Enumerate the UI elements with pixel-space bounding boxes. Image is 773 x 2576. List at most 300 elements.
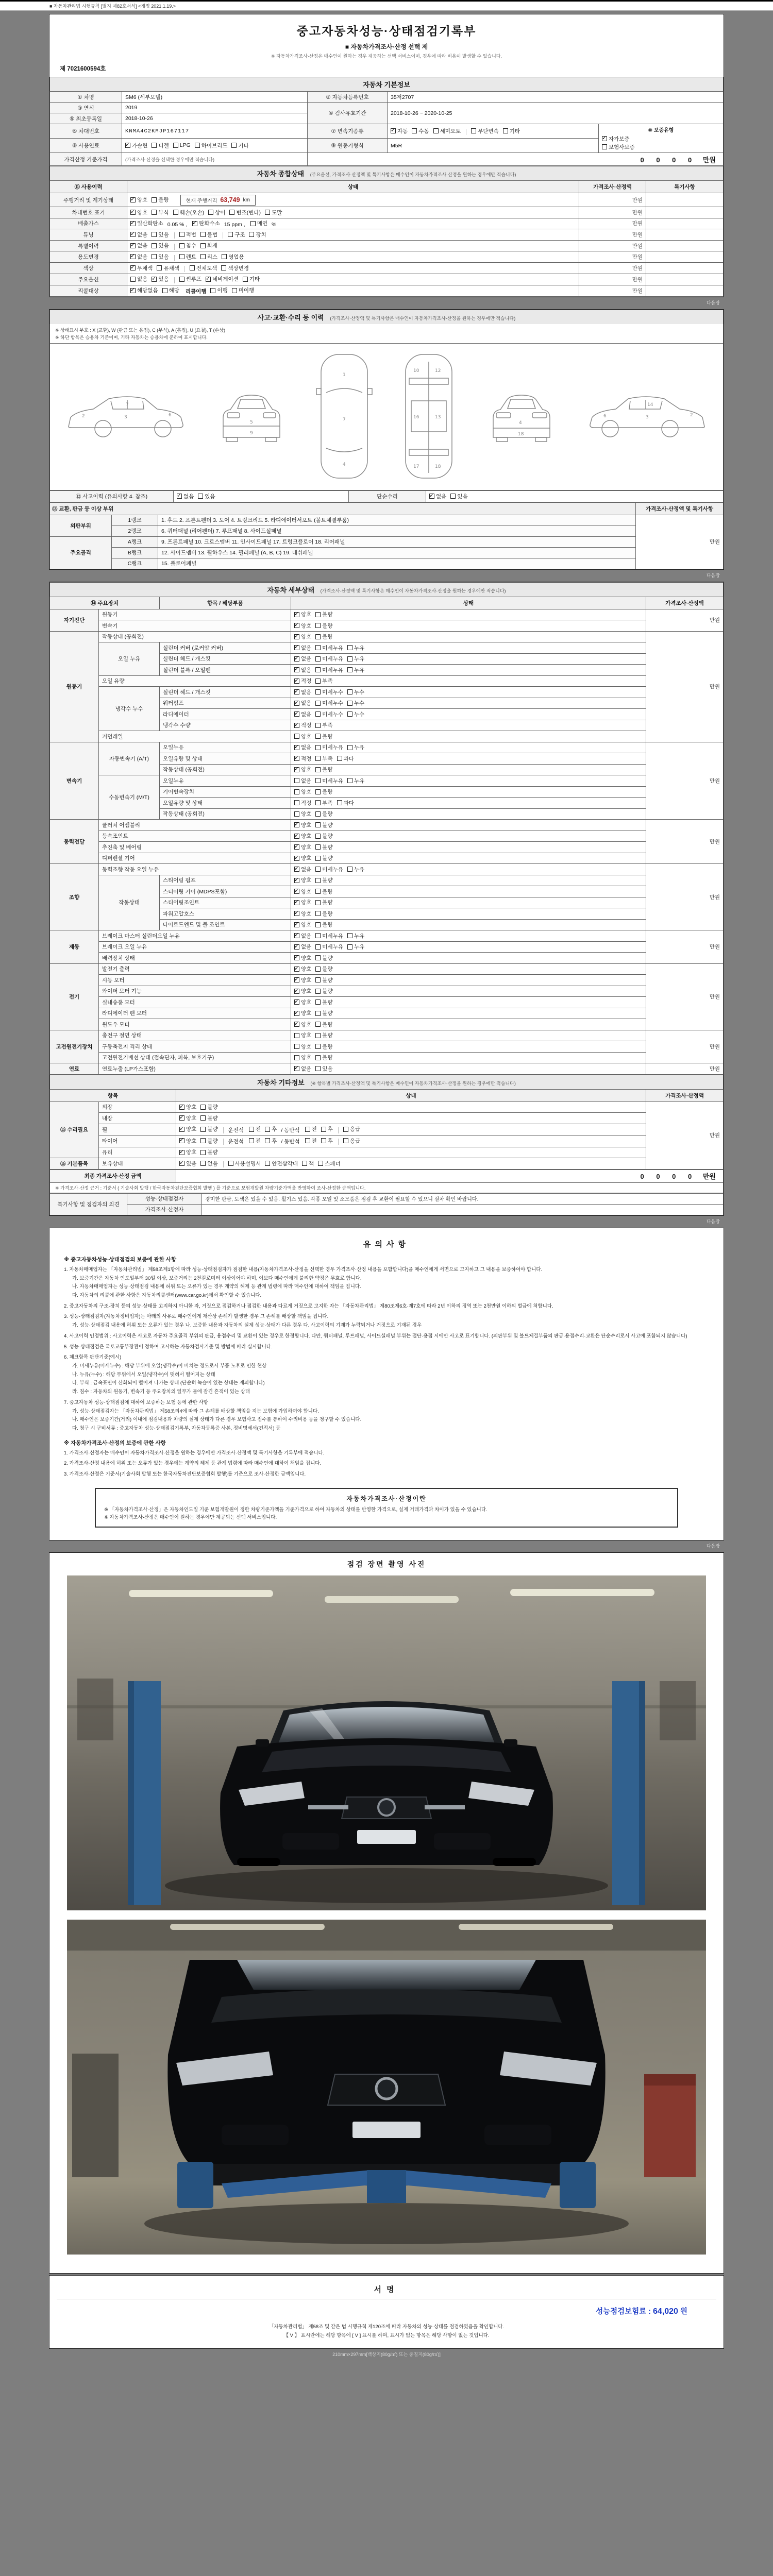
price-survey-select-line: ■ 자동차가격조사·산정 선택 제 [345,43,428,50]
device-status [291,687,646,698]
inspection-photo-underbody [67,1920,706,2255]
checkbox-label: 양호 [301,910,312,917]
checkbox-unchecked [347,777,364,785]
checkbox-label: 부식 [158,209,169,216]
svg-text:7: 7 [342,417,346,422]
inline-value: 운전석 [228,1127,244,1133]
checkbox-unchecked [337,799,354,807]
panel-rank-label: 2랭크 [112,526,158,536]
checkbox-label: 불량 [322,900,333,906]
checkbox-label: 양호 [301,877,312,884]
checkbox-glyph [229,210,234,215]
checkbox-label: 누유 [354,744,365,751]
panel-basic [49,14,724,297]
checkbox-label: 양호 [301,900,312,906]
device-item-label: 추진축 및 베어링 [99,842,291,853]
svg-text:5: 5 [250,419,254,425]
checkbox-label: 화재 [207,243,218,249]
engine-value: M5R [388,139,599,153]
svg-text:9: 9 [250,430,254,436]
remark-cell [646,193,724,207]
signature-title: 서명 [57,2280,716,2299]
checkbox-unchecked [152,242,169,249]
form-code-note: ■ 자동차관리법 시행규칙 [별지 제82호서식] <개정 2021.1.19.> [0,0,773,11]
checkbox-label: 훼손(오손) [179,209,205,216]
checkbox-label: 누수 [354,689,365,696]
device-row [50,1041,724,1053]
checkbox-glyph [200,254,206,259]
checkbox-label: 장치 [256,231,266,238]
detail-title-note: (가격조사·산정액 및 특기사항은 매수인이 자동차가격조사·산정을 원하는 경우에만 적습니다) [320,588,506,594]
checkbox-checked [294,965,311,973]
panel-rank-label: B랭크 [112,547,158,558]
remark-cell [646,251,724,263]
usage-status [127,218,579,229]
fee-label: 성능점검보험료 : [596,2308,651,2316]
etc-status [176,1113,646,1124]
checkbox-glyph [429,494,434,499]
checkbox-glyph [152,143,157,148]
checkbox-glyph [190,265,195,270]
checkbox-glyph [294,955,299,960]
checkbox-checked [294,843,311,851]
reg-no-label: ② 자동차등록번호 [308,92,388,103]
etc-col-item: 항목 [50,1089,176,1101]
checkbox-unchecked [232,286,254,294]
checkbox-unchecked [315,655,343,663]
device-row [50,742,724,753]
checkbox-label: 양호 [301,955,312,961]
divider [184,266,185,272]
checkbox-checked [130,231,147,239]
price-cell: 만원 [579,229,646,241]
checkbox-label: 불량 [158,197,169,203]
checkbox-checked [130,286,158,294]
usage-item-label: 색상 [50,263,127,274]
device-row [50,1019,724,1030]
usage-history-row [50,285,724,297]
checkbox-glyph [294,767,299,772]
checkbox-glyph [315,911,321,916]
device-row [50,953,724,964]
overall-title: 자동차 종합상태 [257,170,305,178]
checkbox-glyph [305,1127,310,1132]
price-cell: 만원 [646,963,724,1030]
device-row [50,986,724,997]
checkbox-unchecked [200,1160,217,1167]
notice-item: 7. 중고자동차 성능·상태점검에 대하여 보증하는 보험 등에 관한 사항 [64,1399,208,1405]
checkbox-glyph [412,128,417,133]
checkbox-unchecked [294,1043,311,1050]
device-group-label: 조향 [50,864,99,930]
checkbox-label: 응급 [349,1126,361,1133]
checkbox-label: 전 [311,1126,317,1133]
usage-status [127,229,579,241]
checkbox-label: 없음 [301,777,312,784]
device-item-label: 오일유량 및 상태 [160,798,291,809]
inline-value: / 동반석 [281,1127,300,1133]
notice-item: 가. 성능·상태점검 내용에 허위 또는 오류가 있는 경우 나. 보증한 내용과 자동차의 실제 성능·상태가 다른 경우 다. 사고이력의 기재가 누락되거나 거짓으로 기재된 경우 [72,1323,422,1329]
car-diagram-left-side [61,388,190,445]
usage-status [127,193,579,207]
year-label: ③ 연식 [50,103,122,113]
divider [338,1127,339,1133]
notice-item: 라. 침수 : 자동차의 원동기, 변속기 등 주요장치의 일부가 물에 잠긴 흔적이 있는 상태 [72,1389,250,1395]
checkbox-unchecked [315,832,332,840]
checkbox-glyph [179,1138,184,1143]
next-page-marker: 다음장 [706,1544,720,1549]
checkbox-label: 전체도색 [196,265,217,272]
vin-value: KNMA4C2KMJP167117 [122,124,308,139]
device-status [291,709,646,720]
section-title-accident [49,310,724,324]
device-group-label: 연료 [50,1063,99,1075]
checkbox-checked [294,821,311,829]
checkbox-glyph [347,867,352,872]
svg-text:6: 6 [603,414,607,419]
checkbox-label: 있음 [322,1065,333,1072]
usage-item-label: 튜닝 [50,229,127,241]
accident-history-table [49,490,724,502]
checkbox-unchecked [200,1125,217,1133]
checkbox-checked [294,910,311,918]
document-header [49,14,724,77]
checkbox-checked [294,1021,311,1028]
device-item-label: 작동상태 (공회전) [160,764,291,775]
checkbox-unchecked [347,932,364,940]
checkbox-label: 무단변속 [478,128,499,134]
checkbox-glyph [130,288,136,293]
checkbox-label: 후 [272,1126,277,1133]
checkbox-unchecked [433,127,461,135]
remark-cell [646,218,724,229]
checkbox-label: 일산화탄소 [137,221,163,227]
detail-col-state: 상태 [291,597,646,609]
device-status [291,1063,646,1075]
device-item-label: 충전구 절연 상태 [99,1030,291,1041]
checkbox-unchecked [190,264,217,272]
checkbox-label: 없음 [301,1065,312,1072]
device-status [291,908,646,920]
checkbox-unchecked [347,688,364,696]
etc-row [50,1101,724,1113]
remark-cell [646,229,724,241]
inspection-value: 2018-10-26 ~ 2020-10-25 [388,103,724,124]
checkbox-label: 양호 [301,922,312,928]
checkbox-glyph [347,701,352,706]
price-cell: 만원 [646,631,724,742]
checkbox-unchecked [162,286,179,294]
price-cell: 만원 [579,263,646,274]
checkbox-glyph [337,800,342,805]
etc-item-label: 유리 [99,1147,176,1158]
checkbox-label: 미세누유 [322,866,343,873]
checkbox-unchecked [315,998,332,1006]
checkbox-unchecked [179,231,196,239]
panel-part-label: 주요골격 [50,536,112,569]
checkbox-glyph [130,277,136,282]
checkbox-label: 응급 [349,1138,361,1144]
checkbox-glyph [315,1033,321,1038]
checkbox-label: 있음 [205,493,215,500]
checkbox-unchecked [249,1137,261,1145]
accident-history-label: ⑫ 사고이력 (유의사항 4. 참조) [50,491,174,502]
checkbox-glyph [315,711,321,717]
warranty-label: ⑩ 보증유형 [648,127,674,133]
checkbox-unchecked [200,1148,217,1156]
etc-info-table [49,1089,724,1170]
checkbox-unchecked [315,666,343,674]
checkbox-label: 미세누유 [322,777,343,784]
checkbox-glyph [265,210,270,215]
device-row [50,1052,724,1063]
checkbox-glyph [294,634,299,639]
checkbox-label: 불량 [322,855,333,862]
checkbox-glyph [321,1127,326,1132]
device-row [50,1063,724,1075]
checkbox-label: 불량 [322,634,333,640]
opinion-label: 특기사항 및 점검자의 의견 [50,1193,127,1215]
next-page-marker: 다음장 [706,1218,720,1224]
checkbox-label: 탄화수소 [199,221,220,227]
inline-value: % [271,221,277,228]
checkbox-glyph [391,128,396,133]
price-cell: 만원 [579,193,646,207]
checkbox-glyph [179,1105,184,1110]
checkbox-checked [294,932,311,940]
panel-rank-label: 1랭크 [112,515,158,526]
checkbox-checked [294,633,311,640]
checkbox-label: 양호 [301,1032,312,1039]
price-cell: 만원 [579,240,646,251]
checkbox-unchecked [315,866,343,873]
device-item-label: 배력장치 상태 [99,953,291,964]
legend-line-2: ※ 하단 항목은 승용차 기준이며, 기타 자동차는 승용차에 준하여 표시합니다. [55,335,208,341]
etc-item-label: 타이어 [99,1136,176,1147]
checkbox-glyph [130,210,136,215]
device-status [291,808,646,820]
remark-cell [646,285,724,297]
checkbox-glyph [294,844,299,850]
detail-col-group: ⑭ 주요장치 [50,597,160,609]
device-row [50,1008,724,1019]
device-status [291,930,646,942]
checkbox-glyph [130,243,136,248]
checkbox-glyph [294,612,299,617]
car-diagram-top [313,351,375,483]
checkbox-unchecked [265,1160,298,1167]
checkbox-label: 양호 [301,888,312,895]
checkbox-label: 부족 [322,678,333,685]
checkbox-unchecked [265,209,282,216]
checkbox-checked [192,219,220,227]
checkbox-unchecked [347,943,364,951]
device-item-label: 기어변속장치 [160,786,291,798]
price-cell: 만원 [646,820,724,864]
device-status [291,1019,646,1030]
checkbox-label: 양호 [186,1138,197,1144]
checkbox-label: 전 [256,1138,261,1144]
divider [338,1139,339,1145]
device-item-label: 작동상태 (공회전) [99,631,291,642]
device-row [50,675,724,687]
checkbox-unchecked [321,1137,333,1145]
usage-status [127,263,579,274]
panel-rank-row [50,526,724,536]
checkbox-label: 누유 [354,933,365,939]
sub-item-label: 리콜이행 [185,288,207,295]
checkbox-glyph [294,834,299,839]
checkbox-label: 누유 [354,667,365,673]
checkbox-glyph [294,1011,299,1016]
checkbox-label: 색상변경 [228,265,249,272]
checkbox-glyph [294,999,299,1005]
checkbox-glyph [294,711,299,717]
etc-title-note: (※ 항목별 가격조사·산정액 및 특기사항은 매수인이 자동차가격조사·산정을 원하는 경우에만 적습니다) [310,1080,516,1086]
divider [174,244,175,250]
divider [223,1161,224,1167]
inspector-opinion-table [49,1193,724,1215]
final-price-value [176,1170,724,1182]
checkbox-label: 불량 [322,877,333,884]
checkbox-glyph [471,128,476,133]
checkbox-glyph [200,232,206,237]
checkbox-glyph [265,1161,270,1166]
checkbox-unchecked [318,1160,340,1167]
checkbox-glyph [130,265,136,270]
simple-repair-label: 단순수리 [349,491,426,502]
final-price-table [49,1170,724,1183]
notices-list [64,1256,709,1479]
checkbox-label: 누수 [354,711,365,718]
checkbox-unchecked [294,1054,311,1061]
checkbox-label: 불량 [322,822,333,828]
checkbox-checked [294,622,311,630]
checkbox-glyph [315,734,321,739]
checkbox-glyph [602,136,607,141]
checkbox-glyph [318,1161,323,1166]
device-item-label: 파워고압호스 [160,908,291,920]
checkbox-glyph [152,232,157,237]
checkbox-glyph [250,221,256,226]
checkbox-label: 불량 [322,1055,333,1061]
checkbox-glyph [294,689,299,694]
checkbox-unchecked [315,821,332,829]
device-row [50,820,724,831]
checkbox-glyph [315,656,321,662]
device-status [291,975,646,986]
notice-heading: ※ 자동차가격조사·산정의 보증에 관한 사항 [64,1439,166,1446]
first-reg-value: 2018-10-26 [122,113,308,124]
device-status [291,1030,646,1041]
device-status [291,919,646,930]
checkbox-label: 없음 [301,866,312,873]
svg-text:16: 16 [413,414,419,420]
checkbox-glyph [302,1161,307,1166]
checkbox-unchecked [347,666,364,674]
device-subgroup-label: 냉각수 누수 [99,687,160,731]
checkbox-unchecked [315,1009,332,1017]
checkbox-label: 양호 [301,733,312,740]
detail-state-table [49,597,724,1075]
device-item-label: 냉각수 수량 [160,720,291,731]
checkbox-label: 잭 [309,1160,314,1167]
device-item-label: 워터펌프 [160,698,291,709]
checkbox-glyph [294,944,299,950]
checkbox-label: 가솔린 [132,142,148,149]
checkbox-label: 미세누수 [322,700,343,707]
checkbox-glyph [221,265,226,270]
checkbox-label: 하이브리드 [201,142,228,149]
checkbox-unchecked [315,943,343,951]
checkbox-checked [294,866,311,873]
checkbox-unchecked [471,127,499,135]
device-item-label: 클러치 어셈블리 [99,820,291,831]
checkbox-glyph [315,778,321,783]
inline-value: 운전석 [228,1139,244,1145]
checkbox-glyph [347,778,352,783]
checkbox-label: 유채색 [163,265,179,272]
checkbox-label: 있음 [158,253,169,260]
checkbox-label: 없음 [137,231,148,238]
checkbox-glyph [294,745,299,750]
fuel-label: ⑧ 사용연료 [50,139,122,153]
checkbox-glyph [315,867,321,872]
device-row [50,609,724,620]
checkbox-label: 상이 [215,209,226,216]
checkbox-glyph [200,1115,206,1121]
checkbox-glyph [232,288,237,293]
checkbox-glyph [294,933,299,938]
checkbox-label: 누유 [354,645,365,651]
checkbox-unchecked [315,788,332,795]
checkbox-glyph [315,822,321,827]
checkbox-glyph [294,1022,299,1027]
device-status [291,941,646,953]
checkbox-glyph [294,701,299,706]
etc-col-state: 상태 [176,1089,646,1101]
checkbox-unchecked [294,733,311,740]
checkbox-unchecked [315,854,332,862]
checkbox-unchecked [315,710,343,718]
svg-text:1: 1 [342,372,346,378]
checkbox-glyph [210,288,215,293]
device-row [50,620,724,632]
checkbox-label: 누수 [354,700,365,707]
checkbox-glyph [173,143,178,148]
checkbox-unchecked [152,253,169,261]
checkbox-unchecked [210,286,227,294]
etc-item-label: 외장 [99,1101,176,1113]
section-title-basic [49,77,724,91]
checkbox-label: 양호 [301,622,312,629]
checkbox-glyph [249,1127,254,1132]
checkbox-unchecked [243,275,260,283]
checkbox-checked [294,854,311,862]
notice-item: 1. 가격조사·산정자는 매수인이 자동차가격조사·산정을 원하는 경우에만 가격조사·산정액 및 특기사항을 기록부에 적습니다. [64,1450,325,1456]
device-status [291,953,646,964]
checkbox-glyph [315,834,321,839]
checkbox-checked [294,743,311,751]
device-subgroup-label: 수동변속기 (M/T) [99,775,160,820]
device-item-label: 발전기 출력 [99,963,291,975]
checkbox-glyph [315,1044,321,1049]
checkbox-checked [130,209,147,216]
checkbox-glyph [315,667,321,672]
checkbox-unchecked [347,644,364,652]
checkbox-glyph [315,1011,321,1016]
checkbox-glyph [179,1150,184,1155]
